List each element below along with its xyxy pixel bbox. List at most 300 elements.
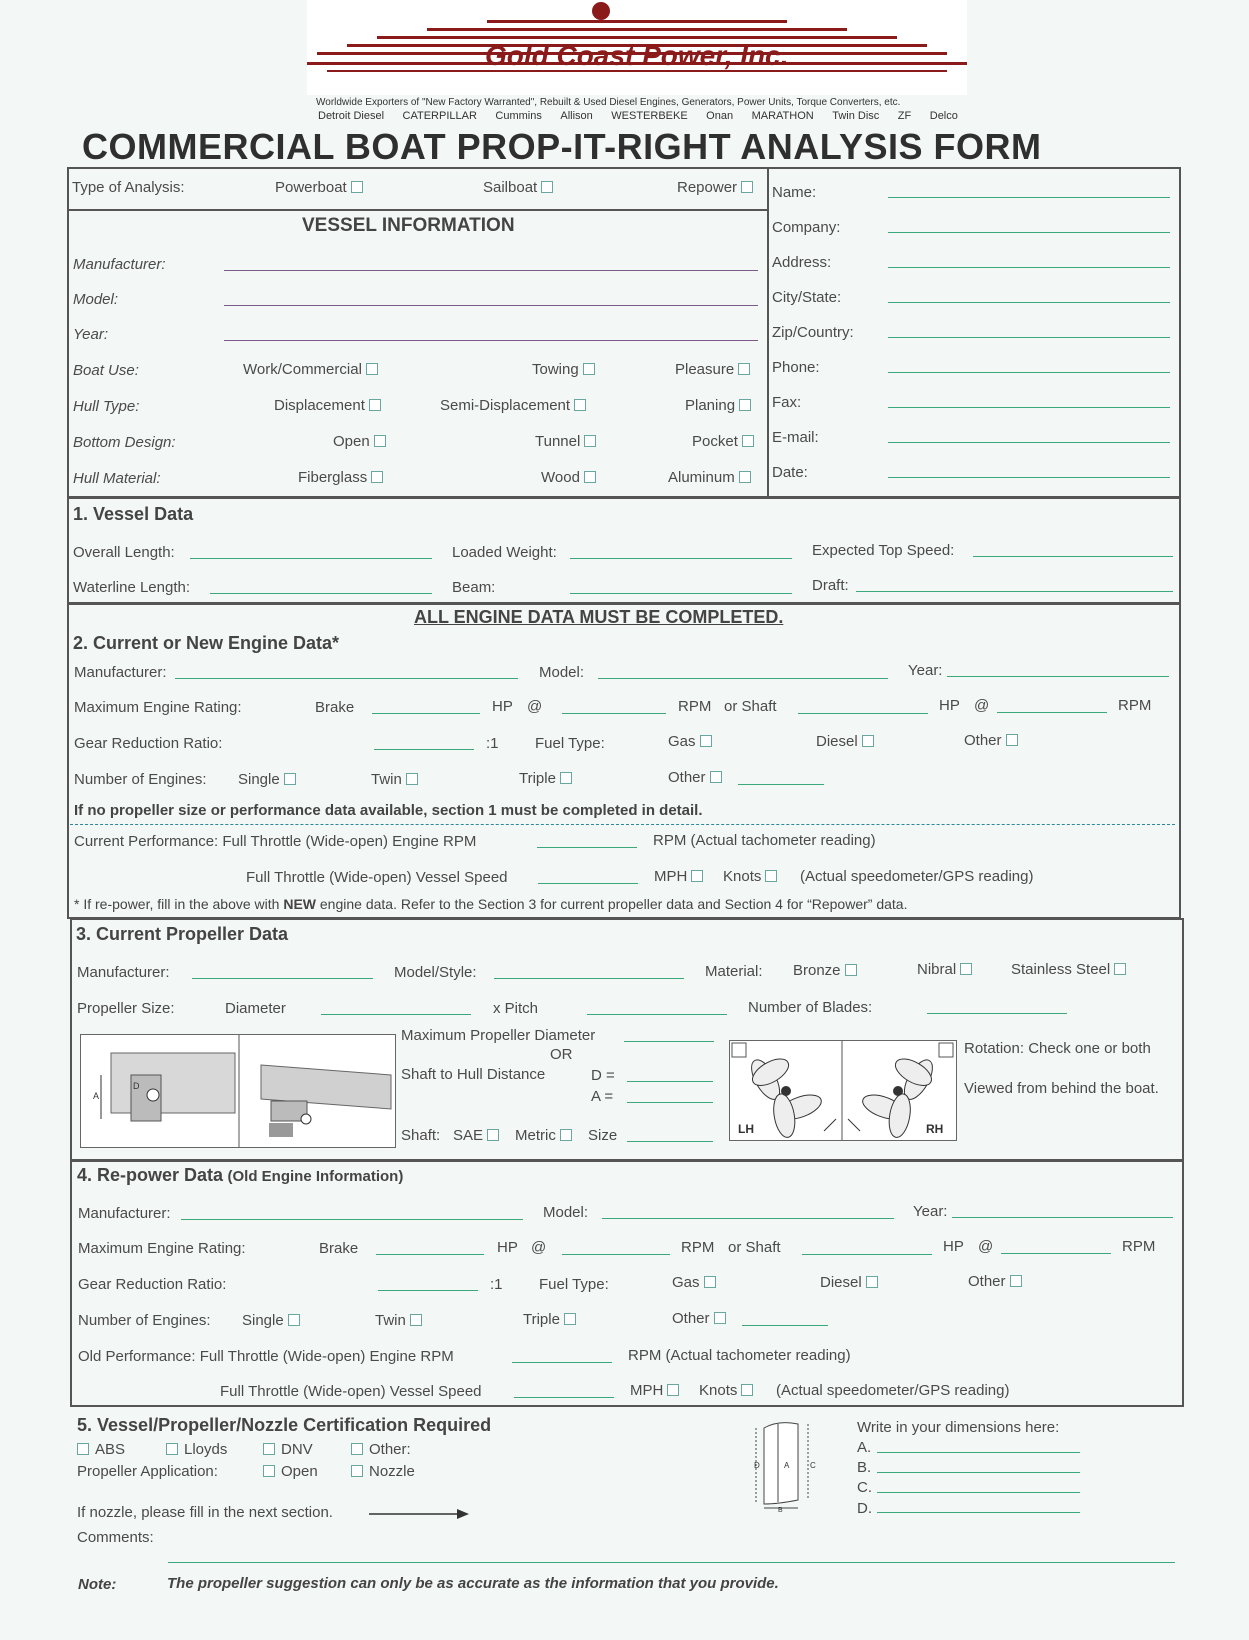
arrow-right-icon — [369, 1507, 469, 1525]
old-year-label: Year: — [913, 1203, 948, 1220]
divider — [767, 167, 769, 498]
speed-mph[interactable] — [654, 868, 703, 885]
old-hp-label: HP — [497, 1239, 518, 1256]
aluminum-checkbox[interactable] — [739, 471, 751, 483]
sailboat-checkbox[interactable] — [541, 181, 553, 193]
option-label: Bronze — [793, 962, 841, 979]
dim-d-input[interactable] — [877, 1512, 1080, 1513]
zip-input[interactable] — [888, 337, 1170, 338]
semi-displacement-checkbox[interactable] — [574, 399, 586, 411]
model-style-input[interactable] — [494, 978, 684, 979]
hull-material-label: Hull Material: — [73, 470, 161, 487]
pocket-checkbox[interactable] — [742, 435, 754, 447]
nozzle-note: If nozzle, please fill in the next section. — [77, 1504, 333, 1521]
diameter-input[interactable] — [321, 1014, 471, 1015]
engines-triple[interactable] — [519, 770, 572, 787]
rh-checkbox[interactable] — [939, 1043, 953, 1057]
footnote-text: * If re-power, fill in the above with — [74, 896, 284, 912]
option-label: Fiberglass — [298, 469, 368, 486]
old-vessel-speed-label: Full Throttle (Wide-open) Vessel Speed — [220, 1383, 482, 1400]
shaft-hp-label: HP — [939, 697, 960, 714]
old-rpm-label: RPM — [681, 1239, 715, 1256]
option-label: DNV — [281, 1441, 313, 1458]
option-label: Other — [672, 1310, 710, 1327]
blades-label: Number of Blades: — [748, 999, 873, 1016]
old-engines-other-checkbox[interactable] — [714, 1312, 726, 1324]
old-vessel-speed-input[interactable] — [514, 1397, 614, 1398]
shaft-size-input[interactable] — [627, 1141, 713, 1142]
nozzle-c-label: C — [810, 1461, 816, 1470]
old-shaft-rpm-label: RPM — [1122, 1238, 1156, 1255]
engines-other[interactable] — [668, 769, 722, 786]
gear-ratio-label: Gear Reduction Ratio: — [74, 735, 223, 752]
option-label: Wood — [541, 469, 580, 486]
option-label: Lloyds — [184, 1441, 228, 1458]
planing-checkbox[interactable] — [739, 399, 751, 411]
max-rating-label: Maximum Engine Rating: — [74, 699, 242, 716]
option-label: Powerboat — [275, 179, 347, 196]
option-label: Triple — [519, 770, 556, 787]
old-gear-ratio-input[interactable] — [378, 1290, 478, 1291]
dim-a-label: A. — [857, 1439, 872, 1456]
material-fiberglass[interactable] — [298, 469, 383, 486]
contact-date-label: Date: — [772, 464, 808, 481]
old-brake-label: Brake — [319, 1240, 359, 1257]
fuel-other-checkbox[interactable] — [1006, 734, 1018, 746]
material-stainless[interactable] — [1011, 961, 1126, 978]
old-fuel-diesel[interactable] — [820, 1274, 878, 1291]
shaft-rpm-input[interactable] — [997, 712, 1107, 713]
option-label: Metric — [515, 1127, 556, 1144]
old-speed-note: (Actual speedometer/GPS reading) — [776, 1382, 1010, 1399]
app-open-checkbox[interactable] — [263, 1465, 275, 1477]
old-speed-knots[interactable] — [699, 1382, 753, 1399]
abs-checkbox[interactable] — [77, 1443, 89, 1455]
option-label: Displacement — [274, 397, 365, 414]
engines-single[interactable] — [238, 771, 296, 788]
company-input[interactable] — [888, 232, 1170, 233]
option-label: Other: — [369, 1441, 411, 1458]
app-open[interactable] — [259, 1463, 318, 1480]
date-input[interactable] — [888, 477, 1170, 478]
cert-abs[interactable] — [73, 1441, 125, 1458]
d-input[interactable] — [627, 1081, 713, 1082]
old-manufacturer-input[interactable] — [181, 1219, 523, 1220]
option-label: Gas — [672, 1274, 700, 1291]
diameter-label: Diameter — [225, 1000, 286, 1017]
repower-footnote — [74, 896, 907, 912]
towing-checkbox[interactable] — [583, 363, 595, 375]
year-input[interactable] — [224, 340, 758, 341]
dim-c-input[interactable] — [877, 1492, 1080, 1493]
powerboat-checkbox[interactable] — [351, 181, 363, 193]
company-name: Gold Coast Power, Inc. — [485, 40, 789, 71]
old-performance-label: Old Performance: Full Throttle (Wide-open) Engine RPM — [78, 1348, 454, 1365]
speed-knots[interactable] — [723, 868, 777, 885]
option-label: MPH — [654, 868, 688, 885]
engine-year-label: Year: — [908, 662, 943, 679]
nibral-checkbox[interactable] — [960, 963, 972, 975]
old-brake-hp-input[interactable] — [376, 1254, 484, 1255]
material-bronze[interactable] — [793, 962, 857, 979]
shaft-hull-diagram — [80, 1034, 396, 1148]
address-input[interactable] — [888, 267, 1170, 268]
option-label: Knots — [723, 868, 762, 885]
old-single-checkbox[interactable] — [288, 1314, 300, 1326]
contact-address-label: Address: — [772, 254, 832, 271]
contact-phone-label: Phone: — [772, 359, 820, 376]
option-label: Other — [964, 732, 1002, 749]
option-label: Twin — [375, 1312, 406, 1329]
engine-model-label: Model: — [539, 664, 585, 681]
option-label: Triple — [523, 1311, 560, 1328]
shaft-sae[interactable] — [453, 1127, 499, 1144]
viewed-label: Viewed from behind the boat. — [964, 1080, 1159, 1097]
old-manufacturer-label: Manufacturer: — [78, 1205, 171, 1222]
max-diameter-input[interactable] — [624, 1041, 714, 1042]
fuel-other[interactable] — [964, 732, 1018, 749]
brake-label: Brake — [315, 699, 355, 716]
brake-hp-input[interactable] — [372, 713, 480, 714]
contact-company-label: Company: — [772, 219, 841, 236]
option-label: Semi-Displacement — [440, 397, 571, 414]
diagram-a-label: A — [93, 1091, 100, 1101]
material-wood[interactable] — [541, 469, 596, 486]
waterline-length-input[interactable] — [210, 593, 432, 594]
fax-input[interactable] — [888, 407, 1170, 408]
contact-city-label: City/State: — [772, 289, 842, 306]
old-brake-rpm-input[interactable] — [562, 1254, 670, 1255]
analysis-repower[interactable] — [677, 179, 753, 196]
dashed-divider — [70, 824, 1175, 825]
option-label: Sailboat — [483, 179, 538, 196]
option-label: Other — [668, 769, 706, 786]
note-text: The propeller suggestion can only be as accurate as the information that you provide. — [167, 1575, 779, 1592]
comments-input[interactable] — [168, 1562, 1175, 1563]
option-label: Knots — [699, 1382, 738, 1399]
section-4-subtitle: (Old Engine Information) — [227, 1168, 404, 1185]
section-4-title — [77, 1165, 403, 1186]
hull-displacement[interactable] — [274, 397, 381, 414]
material-nibral[interactable] — [917, 961, 972, 978]
phone-input[interactable] — [888, 372, 1170, 373]
option-label: Twin — [371, 771, 402, 788]
brand-list — [318, 110, 958, 122]
old-gas-checkbox[interactable] — [704, 1276, 716, 1288]
engine-manufacturer-input[interactable] — [175, 678, 518, 679]
dim-b-label: B. — [857, 1459, 872, 1476]
fuel-diesel[interactable] — [816, 733, 874, 750]
option-label: Pleasure — [675, 361, 735, 378]
old-model-label: Model: — [543, 1204, 589, 1221]
note-label: Note: — [78, 1576, 117, 1593]
material-aluminum[interactable] — [668, 469, 751, 486]
rotation-label: Rotation: Check one or both — [964, 1040, 1151, 1057]
top-speed-input[interactable] — [973, 556, 1173, 557]
propeller-warning: If no propeller size or performance data available, section 1 must be completed in detail. — [74, 802, 703, 819]
contact-name-label: Name: — [772, 184, 817, 201]
vessel-speed-input[interactable] — [538, 883, 638, 884]
manufacturer-label: Manufacturer: — [73, 256, 166, 273]
draft-input[interactable] — [856, 591, 1173, 592]
engines-twin[interactable] — [371, 771, 418, 788]
triple-checkbox[interactable] — [560, 772, 572, 784]
waterline-length-label: Waterline Length: — [73, 579, 191, 596]
propeller-manufacturer-label: Manufacturer: — [77, 964, 170, 981]
fuel-type-label: Fuel Type: — [535, 735, 605, 752]
diagram-d-label: D — [133, 1081, 140, 1091]
twin-checkbox[interactable] — [406, 773, 418, 785]
manufacturer-input[interactable] — [224, 270, 758, 271]
company-tagline: Worldwide Exporters of "New Factory Warranted", Rebuilt & Used Diesel Engines, Generators, Power Units, Torque Converters, etc. — [316, 97, 901, 108]
option-label: Other — [968, 1273, 1006, 1290]
old-shaft-at-label: @ — [978, 1238, 994, 1255]
brand: ZF — [897, 110, 912, 122]
bottom-tunnel[interactable] — [535, 433, 596, 450]
boat-use-work[interactable] — [243, 361, 378, 378]
engine-year-input[interactable] — [947, 676, 1169, 677]
rh-label: RH — [926, 1122, 944, 1136]
shaft-label: Shaft: — [401, 1127, 441, 1144]
cert-lloyds[interactable] — [162, 1441, 227, 1458]
email-input[interactable] — [888, 442, 1170, 443]
analysis-sailboat[interactable] — [483, 179, 553, 196]
rotation-diagram — [729, 1040, 957, 1141]
option-label: Pocket — [692, 433, 738, 450]
gear-ratio-input[interactable] — [374, 749, 474, 750]
old-engine-rpm-input[interactable] — [512, 1362, 612, 1363]
beam-input[interactable] — [570, 593, 792, 594]
option-label: Gas — [668, 733, 696, 750]
displacement-checkbox[interactable] — [369, 399, 381, 411]
bronze-checkbox[interactable] — [845, 964, 857, 976]
option-label: Towing — [532, 361, 579, 378]
old-twin-checkbox[interactable] — [410, 1314, 422, 1326]
prop-app-label: Propeller Application: — [77, 1463, 218, 1480]
cert-dnv[interactable] — [259, 1441, 313, 1458]
brand: CATERPILLAR — [402, 110, 477, 122]
fiberglass-checkbox[interactable] — [371, 471, 383, 483]
old-fuel-other-checkbox[interactable] — [1010, 1275, 1022, 1287]
old-engines-other-input[interactable] — [742, 1325, 828, 1326]
app-nozzle[interactable] — [347, 1463, 415, 1480]
dim-b-input[interactable] — [877, 1472, 1080, 1473]
option-label: MPH — [630, 1382, 664, 1399]
option-label: Diesel — [816, 733, 858, 750]
section-4-heading: 4. Re-power Data — [77, 1165, 224, 1185]
app-nozzle-checkbox[interactable] — [351, 1465, 363, 1477]
diesel-checkbox[interactable] — [862, 735, 874, 747]
section-5-title: 5. Vessel/Propeller/Nozzle Certification Required — [77, 1415, 492, 1435]
analysis-powerboat[interactable] — [275, 179, 363, 196]
or-label: OR — [550, 1046, 573, 1063]
nozzle-a-label: A — [784, 1461, 790, 1470]
at-label: @ — [527, 698, 543, 715]
old-diesel-checkbox[interactable] — [866, 1276, 878, 1288]
option-label: Work/Commercial — [243, 361, 362, 378]
analysis-label: Type of Analysis: — [72, 179, 185, 196]
speed-note: (Actual speedometer/GPS reading) — [800, 868, 1034, 885]
shaft-metric[interactable] — [515, 1127, 572, 1144]
shaft-size-label: Size — [588, 1127, 618, 1144]
arrow-icon — [848, 1119, 860, 1131]
work-checkbox[interactable] — [366, 363, 378, 375]
rpm-note: RPM (Actual tachometer reading) — [653, 832, 876, 849]
a-input[interactable] — [627, 1102, 713, 1103]
form-title: COMMERCIAL BOAT PROP-IT-RIGHT ANALYSIS FORM — [82, 126, 1042, 167]
brand: Allison — [560, 110, 593, 122]
or-shaft-label: or Shaft — [724, 698, 777, 715]
num-engines-label: Number of Engines: — [74, 771, 207, 788]
rpm-label: RPM — [678, 698, 712, 715]
blades-input[interactable] — [927, 1013, 1067, 1014]
old-fuel-other[interactable] — [968, 1273, 1022, 1290]
brake-rpm-input[interactable] — [562, 713, 666, 714]
shaft-hp-input[interactable] — [798, 713, 928, 714]
shaft-at-label: @ — [974, 697, 990, 714]
old-or-shaft-label: or Shaft — [728, 1239, 781, 1256]
brand: Onan — [706, 110, 734, 122]
old-mph-checkbox[interactable] — [667, 1384, 679, 1396]
option-label: Nibral — [917, 961, 957, 978]
repower-checkbox[interactable] — [741, 181, 753, 193]
old-knots-checkbox[interactable] — [741, 1384, 753, 1396]
arrow-icon — [824, 1119, 836, 1131]
engines-other-input[interactable] — [738, 784, 824, 785]
gas-checkbox[interactable] — [700, 735, 712, 747]
old-model-input[interactable] — [602, 1218, 894, 1219]
name-input[interactable] — [888, 197, 1170, 198]
tunnel-checkbox[interactable] — [584, 435, 596, 447]
old-speed-mph[interactable] — [630, 1382, 679, 1399]
option-label: Aluminum — [668, 469, 735, 486]
boat-use-pleasure[interactable] — [675, 361, 750, 378]
max-diameter-label: Maximum Propeller Diameter — [401, 1027, 596, 1044]
open-checkbox[interactable] — [374, 435, 386, 447]
hull-semi[interactable] — [440, 397, 586, 414]
cert-other-checkbox[interactable] — [351, 1443, 363, 1455]
city-input[interactable] — [888, 302, 1170, 303]
shaft-rpm-label: RPM — [1118, 697, 1152, 714]
current-performance-label: Current Performance: Full Throttle (Wide-open) Engine RPM — [74, 833, 477, 850]
stainless-checkbox[interactable] — [1114, 963, 1126, 975]
hp-label: HP — [492, 698, 513, 715]
old-year-input[interactable] — [952, 1217, 1173, 1218]
pitch-input[interactable] — [587, 1014, 727, 1015]
company-logo — [307, 0, 967, 95]
engine-data-notice: ALL ENGINE DATA MUST BE COMPLETED. — [414, 607, 784, 627]
beam-label: Beam: — [452, 579, 496, 596]
dim-c-label: C. — [857, 1479, 872, 1496]
old-fuel-gas[interactable] — [672, 1274, 716, 1291]
hull-diagram-graphic — [81, 1035, 395, 1147]
engine-model-input[interactable] — [598, 678, 888, 679]
option-label: Stainless Steel — [1011, 961, 1111, 978]
top-speed-label: Expected Top Speed: — [812, 542, 955, 559]
option-label: Nozzle — [369, 1463, 415, 1480]
divider — [67, 209, 768, 211]
boat-use-towing[interactable] — [532, 361, 595, 378]
dim-a-input[interactable] — [877, 1452, 1080, 1453]
footnote-emphasis: NEW — [283, 896, 316, 912]
old-shaft-hp-input[interactable] — [802, 1254, 932, 1255]
engine-rpm-input[interactable] — [537, 847, 637, 848]
shaft-hull-label: Shaft to Hull Distance — [401, 1066, 546, 1083]
old-shaft-rpm-input[interactable] — [1001, 1253, 1111, 1254]
contact-fax-label: Fax: — [772, 394, 802, 411]
loaded-weight-input[interactable] — [570, 558, 792, 559]
option-label: Single — [242, 1312, 284, 1329]
old-at-label: @ — [531, 1239, 547, 1256]
mph-checkbox[interactable] — [691, 870, 703, 882]
fuel-gas[interactable] — [668, 733, 712, 750]
old-engines-other[interactable] — [672, 1310, 726, 1327]
brand: Delco — [929, 110, 958, 122]
old-engines-single[interactable] — [242, 1312, 300, 1329]
hull-type-label: Hull Type: — [73, 398, 140, 415]
model-style-label: Model/Style: — [394, 964, 477, 981]
bottom-open[interactable] — [333, 433, 386, 450]
propeller-manufacturer-input[interactable] — [192, 978, 373, 979]
single-checkbox[interactable] — [284, 773, 296, 785]
dim-d-label: D. — [857, 1500, 872, 1517]
year-label: Year: — [73, 326, 109, 343]
vessel-info-title: VESSEL INFORMATION — [302, 215, 515, 236]
old-engines-twin[interactable] — [375, 1312, 422, 1329]
model-input[interactable] — [224, 305, 758, 306]
lh-propeller-icon — [746, 1054, 825, 1140]
footnote-text: engine data. Refer to the Section 3 for current propeller data and Section 4 for “Repower” data. — [316, 896, 908, 912]
section-2-title: 2. Current or New Engine Data* — [73, 633, 340, 653]
option-label: Repower — [677, 179, 738, 196]
wood-checkbox[interactable] — [584, 471, 596, 483]
a-label: A = — [591, 1088, 614, 1105]
propeller-material-label: Material: — [705, 963, 763, 980]
old-gear-ratio-label: Gear Reduction Ratio: — [78, 1276, 227, 1293]
pleasure-checkbox[interactable] — [738, 363, 750, 375]
lloyds-checkbox[interactable] — [166, 1443, 178, 1455]
dnv-checkbox[interactable] — [263, 1443, 275, 1455]
ratio-suffix: :1 — [486, 735, 499, 752]
section-1-box — [67, 497, 1181, 604]
engines-other-checkbox[interactable] — [710, 771, 722, 783]
old-num-engines-label: Number of Engines: — [78, 1312, 211, 1329]
knots-checkbox[interactable] — [765, 870, 777, 882]
option-label: Single — [238, 771, 280, 788]
brand: Cummins — [495, 110, 542, 122]
lh-checkbox[interactable] — [732, 1043, 746, 1057]
sae-checkbox[interactable] — [487, 1129, 499, 1141]
old-shaft-hp-label: HP — [943, 1238, 964, 1255]
hull-planing[interactable] — [685, 397, 751, 414]
comments-label: Comments: — [77, 1529, 154, 1546]
old-triple-checkbox[interactable] — [564, 1313, 576, 1325]
overall-length-input[interactable] — [190, 558, 432, 559]
rotation-graphic — [730, 1041, 956, 1140]
brand: MARATHON — [751, 110, 814, 122]
old-engines-triple[interactable] — [523, 1311, 576, 1328]
old-max-rating-label: Maximum Engine Rating: — [78, 1240, 246, 1257]
bottom-design-label: Bottom Design: — [73, 434, 176, 451]
contact-email-label: E-mail: — [772, 429, 819, 446]
metric-checkbox[interactable] — [560, 1129, 572, 1141]
option-label: Diesel — [820, 1274, 862, 1291]
bottom-pocket[interactable] — [692, 433, 754, 450]
old-ratio-suffix: :1 — [490, 1276, 503, 1293]
section-1-title: 1. Vessel Data — [73, 504, 194, 524]
cert-other[interactable] — [347, 1441, 411, 1458]
option-label: Tunnel — [535, 433, 581, 450]
